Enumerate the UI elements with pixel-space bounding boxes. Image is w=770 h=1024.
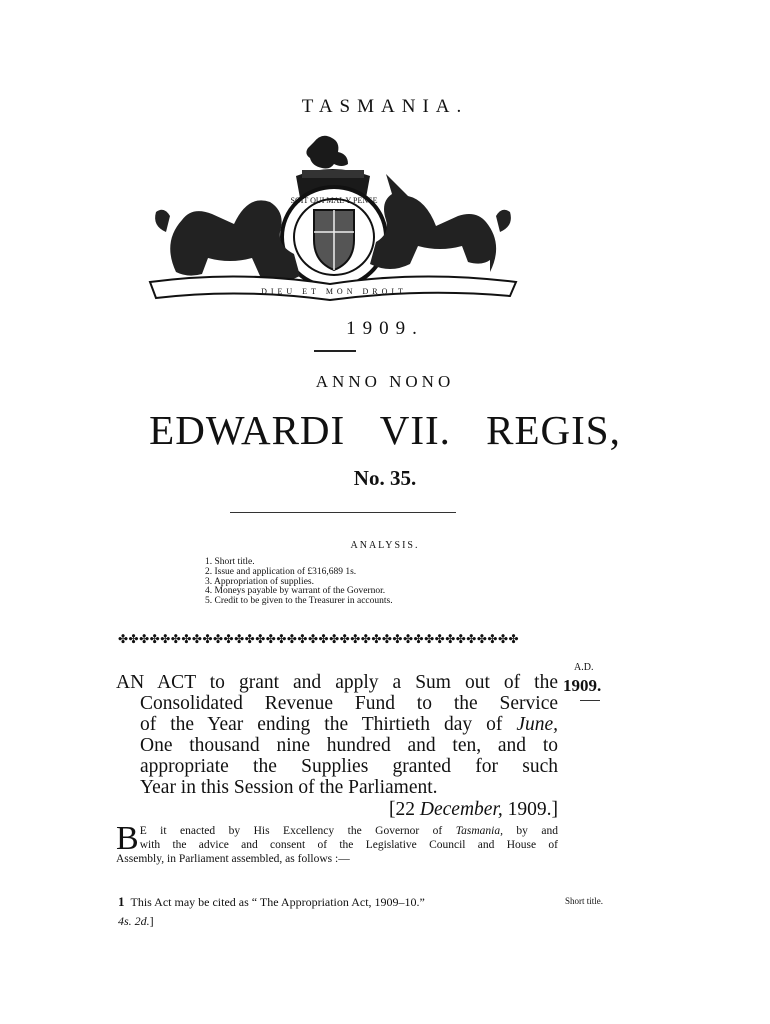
ornamental-divider: ✤✤✤✤✤✤✤✤✤✤✤✤✤✤✤✤✤✤✤✤✤✤✤✤✤✤✤✤✤✤✤✤✤✤✤✤✤✤	[118, 632, 520, 646]
analysis-title: ANALYSIS.	[350, 540, 420, 551]
date-text: 1909.]	[502, 799, 558, 820]
price-bracket: ]	[149, 914, 154, 928]
title-line-text: Year in this Session of the Parliament.	[140, 777, 438, 798]
title-line-text: One thousand nine hundred and ten, and to	[140, 735, 558, 756]
date-text: [22	[389, 799, 420, 820]
drop-cap: B	[116, 820, 139, 857]
royal-coat-of-arms	[146, 132, 520, 302]
price-text: 4s. 2d.	[118, 914, 150, 928]
act-long-title	[116, 672, 558, 820]
anno-heading: ANNO NONO	[315, 372, 455, 391]
margin-ad-year: 1909.	[563, 676, 602, 695]
analysis-item: 1. Short title.	[205, 557, 255, 567]
margin-short-title: Short title.	[565, 896, 603, 906]
margin-rule	[580, 700, 600, 701]
analysis-item: 3. Appropriation of supplies.	[205, 576, 314, 587]
short-rule	[314, 350, 356, 352]
year-heading: 1909.	[346, 318, 424, 339]
enacting-line	[116, 824, 558, 838]
title-line	[116, 777, 558, 798]
section-1	[118, 894, 425, 910]
enacting-text: by and	[502, 825, 559, 837]
lion-supporter-icon	[155, 200, 300, 281]
assent-date	[116, 799, 558, 820]
title-line	[116, 714, 558, 735]
enacting-line: Assembly, in Parliament assembled, as follows :—	[116, 853, 350, 865]
analysis-item: 5. Credit to be given to the Treasurer in accounts.	[205, 596, 393, 607]
title-line	[116, 756, 558, 777]
scroll-motto: DIEU ET MON DROIT	[261, 287, 407, 296]
analysis-item: 2. Issue and application of £316,689 1s.	[205, 566, 357, 577]
analysis-item: 4. Moneys payable by warrant of the Governor.	[205, 586, 386, 597]
section-rule	[230, 512, 456, 513]
date-italic: December,	[419, 799, 503, 820]
title-line-text: of the Year ending the Thirtieth day of	[140, 714, 517, 735]
analysis-list	[205, 558, 393, 607]
section-text: This Act may be cited as “ The Appropriation Act, 1909–10.”	[130, 895, 425, 909]
enacting-text: E it enacted by His Excellency the Governor of	[139, 825, 456, 837]
title-line-italic: June,	[516, 714, 558, 735]
price-note	[118, 914, 154, 929]
regis-heading: EDWARDI VII. REGIS,	[149, 407, 621, 453]
unicorn-supporter-icon	[370, 174, 511, 272]
garter-motto: SOIT QUI MAL Y PENSE	[290, 196, 378, 205]
title-line-text: Consolidated Revenue Fund to the Service	[140, 693, 558, 714]
coat-of-arms-graphic	[146, 132, 520, 302]
enacting-line: with the advice and consent of the Legislative Council and House of	[139, 839, 558, 851]
country-heading: TASMANIA.	[301, 96, 469, 117]
section-number: 1	[118, 894, 125, 909]
title-line	[116, 735, 558, 756]
act-number: No. 35.	[353, 466, 417, 490]
margin-ad-label: A.D.	[574, 662, 594, 673]
enacting-italic: Tasmania,	[455, 825, 503, 837]
title-line	[116, 693, 558, 714]
enacting-clause	[116, 820, 559, 866]
title-line-text: appropriate the Supplies granted for such	[140, 756, 558, 777]
title-line: AN ACT to grant and apply a Sum out of the	[116, 672, 558, 693]
